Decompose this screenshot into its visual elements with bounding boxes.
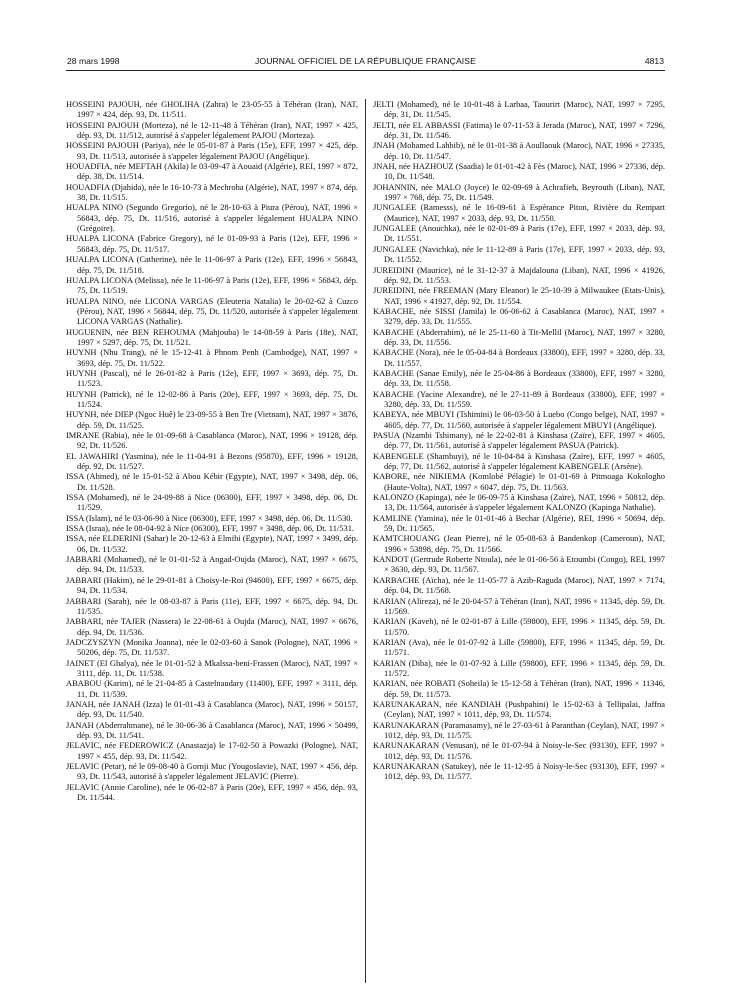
register-entry: JNAH (Mohamed Lahbib), né le 01-01-38 à Aoullaouk (Maroc), NAT, 1996 × 27335, dép. 10, Dt. 11/547. (373, 140, 665, 161)
register-entry: ABABOU (Karim), né le 21-04-85 à Castelnaudary (11400), EFF, 1997 × 3111, dép. 11, Dt. 11/539. (66, 678, 358, 699)
register-entry: JABBARI (Hakim), né le 29-01-81 à Choisy-le-Roi (94600), EFF, 1997 × 6675, dép. 94, Dt. 11/534. (66, 574, 358, 596)
right-column (373, 99, 665, 782)
register-entry: HUYNH (Pascal), né le 26-01-82 à Paris (12e), EFF, 1997 × 3693, dép. 75, Dt. 11/523. (66, 367, 358, 389)
left-column (66, 99, 358, 802)
register-entry: JELTI, née EL ABBASSI (Fatima) le 07-11-53 à Jerada (Maroc), NAT, 1997 × 7296, dép. 31, Dt. 11/546. (373, 119, 665, 141)
register-entry: HUGUENIN, née BEN REHOUMA (Mahjouba) le 14-08-59 à Paris (18e), NAT, 1997 × 5297, dép. 75, Dt. 11/521. (66, 326, 358, 347)
register-entry: JUNGALEE (Navichka), née le 11-12-89 à Paris (17e), EFF, 1997 × 2033, dép. 93, Dt. 11/552. (373, 243, 665, 265)
page-header (67, 56, 664, 70)
register-entry: HUALPA LICONA (Catherine), née le 11-06-97 à Paris (12e), EFF, 1996 × 56843, dép. 75, Dt. 11/518. (66, 254, 358, 275)
register-entry: ISSA (Islam), né le 03-06-90 à Nice (06300), EFF, 1997 × 3498, dép. 06, Dt. 11/530. (66, 512, 353, 523)
register-entry: JAINET (El Ghalya), née le 01-01-52 à Mkalssa-beni-Frassen (Maroc), NAT, 1997 × 3111, dép. 11, Dt. 11/538. (66, 657, 358, 678)
register-entry: JNAH, née HAZHOUZ (Saadia) le 01-01-42 à Fès (Maroc), NAT, 1996 × 27336, dép. 10, Dt. 11/548. (373, 161, 665, 182)
register-entry: KAMTCHOUANG (Jean Pierre), né le 05-08-63 à Bandenkop (Cameroun), NAT, 1996 × 53898, dép. 75, Dt. 11/566. (373, 533, 665, 554)
register-entry: JABBARI (Mohamed), né le 01-01-52 à Angad-Oujda (Maroc), NAT, 1997 × 6675, dép. 94, Dt. 11/533. (66, 554, 358, 575)
register-entry: HUALPA LICONA (Melissa), née le 11-06-97 à Paris (12e), EFF, 1996 × 56843, dép. 75, Dt. 11/519. (66, 274, 358, 296)
register-entry: HUALPA NINO, née LICONA VARGAS (Eleuteria Natalia) le 20-02-62 à Cuzco (Pérou), NAT, 1996 × 56844, dép. 75, Dt. 11/520, autorisée à s'appeler légalement LICONA VARGAS (Nathalie). (66, 295, 358, 327)
register-entry: KARIAN (Kaveh), né le 02-01-87 à Lille (59800), EFF, 1996 × 11345, dép. 59, Dt. 11/570. (373, 616, 665, 637)
register-entry: KAMLINE (Yamina), née le 01-01-46 à Bechar (Algérie), REI, 1996 × 50694, dép. 59, Dt. 11/565. (373, 512, 665, 534)
register-entry: KARIAN (Ava), née le 01-07-92 à Lille (59800), EFF, 1996 × 11345, dép. 59, Dt. 11/571. (373, 636, 665, 658)
header-journal-title: JOURNAL OFFICIEL DE LA RÉPUBLIQUE FRANÇAISE (255, 56, 476, 66)
register-entry: ISSA, née ELDERINI (Sahar) le 20-12-63 à Elmihi (Egypte), NAT, 1997 × 3499, dép. 06, Dt. 11/532. (66, 533, 358, 554)
register-entry: JOHANNIN, née MALO (Joyce) le 02-09-69 à Achrafieh, Beyrouth (Liban), NAT, 1997 × 768, dép. 75, Dt. 11/549. (373, 181, 665, 203)
register-entry: JADCZYSZYN (Monika Joanna), née le 02-03-60 à Sanok (Pologne), NAT, 1996 × 50206, dép. 75, Dt. 11/537. (66, 636, 358, 658)
register-entry: HOUADFIA, née MEFTAH (Akila) le 03-09-47 à Aouaid (Algérie), REI, 1997 × 872, dép. 38, Dt. 11/514. (66, 161, 358, 182)
register-entry: HUALPA NINO (Segundo Gregorio), né le 28-10-63 à Piura (Pérou), NAT, 1996 × 56843, dép. 75, Dt. 11/516, autorisé à s'appeler légalement HUALPA NINO (Grégoire). (66, 202, 358, 234)
register-entry: ISSA (Ahmed), né le 15-01-52 à Abou Kébir (Egypte), NAT, 1997 × 3498, dép. 06, Dt. 11/528. (66, 471, 358, 492)
register-entry: JELAVIC (Annie Caroline), née le 06-02-87 à Paris (20e), EFF, 1997 × 456, dép. 93, Dt. 11/544. (66, 781, 358, 803)
register-entry: JUNGALEE (Ramesss), né le 16-09-61 à Espérance Piton, Rivière du Rempart (Maurice), NAT, 1997 × 2033, dép. 93, Dt. 11/550. (373, 202, 665, 223)
header-date: 28 mars 1998 (67, 56, 120, 66)
register-entry: KARUNAKARAN (Satukey), née le 11-12-95 à Noisy-le-Sec (93130), EFF, 1997 × 1012, dép. 93, Dt. 11/577. (373, 761, 665, 782)
header-page-number: 4813 (644, 56, 664, 66)
register-entry: JABBARI (Sarah), née le 08-03-87 à Paris (11e), EFF, 1997 × 6675, dép. 94, Dt. 11/535. (66, 595, 358, 616)
register-entry: KABACHE (Abderrahim), né le 25-11-60 à Tit-Mellil (Maroc), NAT, 1997 × 3280, dép. 33, Dt. 11/556. (373, 326, 665, 347)
register-entry: KARUNAKARAN, née KANDIAH (Pushpahini) le 15-02-63 à Tellipalai, Jaffna (Ceylan), NAT, 1997 × 1011, dép. 93, Dt. 11/574. (373, 698, 665, 720)
register-entry: HOUADFIA (Djahida), née le 16-10-73 à Mechroha (Algérie), NAT, 1997 × 874, dép. 38, Dt. 11/515. (66, 181, 358, 203)
register-entry: KABENGELE (Shambuyi), né le 10-04-84 à Kinshasa (Zaïre), EFF, 1997 × 4605, dép. 77, Dt. 11/562, autorisé à s'appeler légalement KABENGELE (Arsène). (373, 450, 665, 472)
register-entry: JUNGALEE (Anouchka), née le 02-01-89 à Paris (17e), EFF, 1997 × 2033, dép. 93, Dt. 11/551. (373, 223, 665, 244)
register-entry: HUYNH (Patrick), né le 12-02-86 à Paris (20e), EFF, 1997 × 3693, dép. 75, Dt. 11/524. (66, 388, 358, 409)
register-entry: HUALPA LICONA (Fabrice Gregory), né le 01-09-93 à Paris (12e), EFF, 1996 × 56843, dép. 75, Dt. 11/517. (66, 233, 358, 254)
register-entry: KARBACHE (Aïcha), née le 11-05-77 à Azib-Raguda (Maroc), NAT, 1997 × 7174, dép. 04, Dt. 11/568. (373, 574, 665, 596)
register-entry: HOSSEINI PAJOUH, née GHOLIHA (Zahra) le 23-05-55 à Téhéran (Iran), NAT, 1997 × 424, dép. 93, Dt. 11/511. (66, 99, 358, 120)
register-entry: JELAVIC, née FEDEROWICZ (Anastazja) le 17-02-50 à Powazki (Pologne), NAT, 1997 × 455, dép. 93, Dt. 11/542. (66, 740, 358, 761)
register-entry: JABBARI, née TAJER (Nassera) le 22-08-61 à Oujda (Maroc), NAT, 1997 × 6676, dép. 94, Dt. 11/536. (66, 616, 358, 637)
register-entry: JUREIDINI, née FREEMAN (Mary Eleanor) le 25-10-39 à Milwaukee (Etats-Unis), NAT, 1996 × 41927, dép. 92, Dt. 11/554. (373, 285, 665, 306)
register-entry: JUREIDINI (Maurice), né le 31-12-37 à Majdalouna (Liban), NAT, 1996 × 41926, dép. 92, Dt. 11/553. (373, 264, 665, 285)
register-entry: JANAH (Abderrahmane), né le 30-06-36 à Casablanca (Maroc), NAT, 1996 × 50499, dép. 93, Dt. 11/541. (66, 719, 358, 740)
register-entry: KABORE, née NIKIEMA (Komlobé Pélagie) le 01-01-69 à Pitmoaga Kokologho (Haute-Volta), NAT, 1997 × 6047, dép. 75, Dt. 11/563. (373, 471, 665, 492)
register-entry: KABEYA, née MBUYI (Tshimini) le 06-03-50 à Luebo (Congo belge), NAT, 1997 × 4605, dép. 77, Dt. 11/560, autorisée à s'appeler légalement MBUYI (Angélique). (373, 409, 665, 430)
register-entry: JELAVIC (Petar), né le 09-08-40 à Gornji Muc (Yougoslavie), NAT, 1997 × 456, dép. 93, Dt. 11/543, autorisé à s'appeler légalement JELAVIC (Pierre). (66, 761, 358, 782)
register-entry: JELTI (Mohamed), né le 10-01-48 à Larbaa, Taourirt (Maroc), NAT, 1997 × 7295, dép. 31, Dt. 11/545. (373, 99, 665, 120)
register-entry: HUYNH, née DIEP (Ngoc Huê) le 23-09-55 à Ben Tre (Vietnam), NAT, 1997 × 3876, dép. 59, Dt. 11/525. (66, 409, 358, 430)
register-entry: JANAH, née JANAH (Izza) le 01-01-43 à Casablanca (Maroc), NAT, 1996 × 50157, dép. 93, Dt. 11/540. (66, 698, 358, 720)
register-entry: KANDOT (Gertrude Roberte Ntoula), née le 01-06-56 à Etoumbi (Congo), REI, 1997 × 3630, dép. 93, Dt. 11/567. (373, 554, 665, 575)
register-entry: IMRANE (Rabia), née le 01-09-68 à Casablanca (Maroc), NAT, 1996 × 19128, dép. 92, Dt. 11/526. (66, 430, 358, 451)
column-separator (365, 99, 366, 983)
register-entry: PASUA (Nzambi Tshimany), né le 22-02-81 à Kinshasa (Zaïre), EFF, 1997 × 4605, dép. 77, Dt. 11/561, autorisé à s'appeler légalement PASUA (Patrick). (373, 430, 665, 451)
register-entry: EL JAWAHIRI (Yasmina), née le 11-04-91 à Bezons (95870), EFF, 1996 × 19128, dép. 92, Dt. 11/527. (66, 450, 358, 472)
register-entry: KABACHE, née SISSI (Jamila) le 06-06-62 à Casablanca (Maroc), NAT, 1997 × 3279, dép. 33, Dt. 11/555. (373, 305, 665, 327)
register-entry: HOSSEINI PAJOUH (Pariya), née le 05-01-87 à Paris (15e), EFF, 1997 × 425, dép. 93, Dt. 11/513, autorisée à s'appeler légalement PAJOU (Angélique). (66, 140, 358, 161)
header-rule (66, 70, 665, 71)
register-entry: HOSSEINI PAJOUH (Morteza), né le 12-11-48 à Téhéran (Iran), NAT, 1997 × 425, dép. 93, Dt. 11/512, autorisé à s'appeler légalement PAJOU (Morteza). (66, 119, 358, 141)
register-entry: ISSA (Israa), née le 08-04-92 à Nice (06300), EFF, 1997 × 3498, dép. 06, Dt. 11/531. (66, 523, 355, 534)
register-entry: KARUNAKARAN (Venusan), né le 01-07-94 à Noisy-le-Sec (93130), EFF, 1997 × 1012, dép. 93, Dt. 11/576. (373, 740, 665, 761)
register-entry: KABACHE (Yacine Alexandre), né le 27-11-89 à Bordeaux (33800), EFF, 1997 × 3280, dép. 33, Dt. 11/559. (373, 388, 665, 409)
register-entry: KARIAN (Alireza), né le 20-04-57 à Téhéran (Iran), NAT, 1996 × 11345, dép. 59, Dt. 11/569. (373, 595, 665, 616)
register-entry: KARIAN, née ROBATI (Soheila) le 15-12-58 à Téhéran (Iran), NAT, 1996 × 11346, dép. 59, Dt. 11/573. (373, 678, 665, 699)
register-entry: KALONZO (Kapinga), née le 06-09-75 à Kinshasa (Zaïre), NAT, 1996 × 50812, dép. 13, Dt. 11/564, autorisée à s'appeler légalement KALONZO (Kapinga Nathalie). (373, 492, 665, 513)
register-entry: KARUNAKARAN (Paramasamy), né le 27-03-61 à Paranthan (Ceylan), NAT, 1997 × 1012, dép. 93, Dt. 11/575. (373, 719, 665, 740)
register-entry: KARIAN (Diba), née le 01-07-92 à Lille (59800), EFF, 1996 × 11345, dép. 59, Dt. 11/572. (373, 657, 665, 678)
register-entry: KABACHE (Sanae Emily), née le 25-04-86 à Bordeaux (33800), EFF, 1997 × 3280, dép. 33, Dt. 11/558. (373, 367, 665, 389)
register-entry: ISSA (Mohamed), né le 24-09-88 à Nice (06300), EFF, 1997 × 3498, dép. 06, Dt. 11/529. (66, 492, 358, 513)
register-entry: KABACHE (Nora), née le 05-04-84 à Bordeaux (33800), EFF, 1997 × 3280, dép. 33, Dt. 11/557. (373, 347, 665, 368)
register-entry: HUYNH (Nhu Trang), né le 15-12-41 à Phnom Penh (Cambodge), NAT, 1997 × 3693, dép. 75, Dt. 11/522. (66, 347, 358, 368)
